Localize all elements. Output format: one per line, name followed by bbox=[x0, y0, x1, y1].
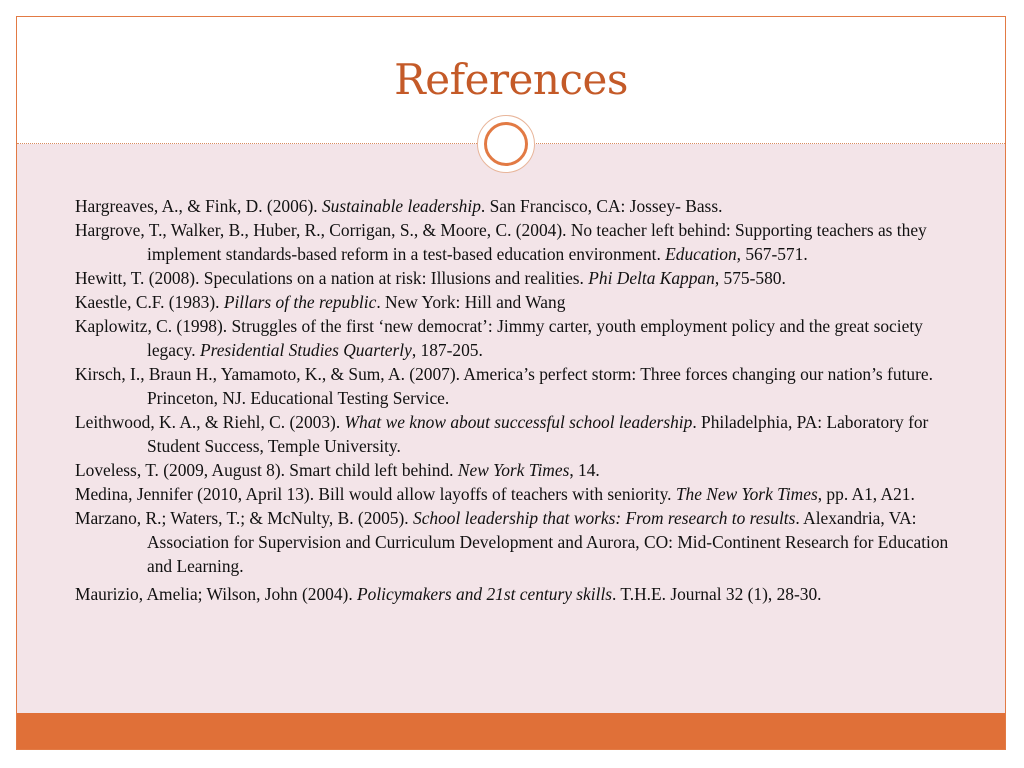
reference-italic-text: Policymakers and 21st century skills bbox=[357, 584, 613, 604]
content-area bbox=[17, 144, 1005, 714]
reference-italic-text: Phi Delta Kappan bbox=[588, 268, 715, 288]
reference-entry bbox=[75, 482, 955, 506]
reference-entry bbox=[75, 362, 955, 410]
reference-entry bbox=[75, 410, 955, 458]
reference-text: Kaestle, C.F. (1983). bbox=[75, 292, 224, 312]
reference-italic-text: School leadership that works: From research to results bbox=[413, 508, 796, 528]
decorative-ring-icon bbox=[484, 122, 528, 166]
reference-entry bbox=[75, 290, 955, 314]
reference-entry bbox=[75, 458, 955, 482]
reference-text: Hargrove, T., Walker, B., Huber, R., Corrigan, S., & Moore, C. (2004). No teacher left behind: Supporting teachers as they implement standards-based reform in a test-based education environment. bbox=[75, 220, 927, 264]
reference-italic-text: Pillars of the republic bbox=[223, 292, 377, 312]
reference-italic-text: Sustainable leadership bbox=[321, 196, 481, 216]
reference-text: Hewitt, T. (2008). Speculations on a nation at risk: Illusions and realities. bbox=[75, 268, 589, 288]
decorative-circle-icon bbox=[477, 115, 535, 173]
reference-text: Medina, Jennifer (2010, April 13). Bill would allow layoffs of teachers with seniority. bbox=[75, 484, 676, 504]
reference-entry bbox=[75, 266, 955, 290]
bottom-accent-bar bbox=[17, 713, 1005, 749]
reference-italic-text: Education bbox=[665, 244, 737, 264]
reference-text: , pp. A1, A21. bbox=[817, 484, 915, 504]
reference-text: . New York: Hill and Wang bbox=[376, 292, 566, 312]
reference-list bbox=[75, 194, 955, 606]
reference-italic-text: Presidential Studies Quarterly bbox=[199, 340, 412, 360]
reference-text: Leithwood, K. A., & Riehl, C. (2003). bbox=[75, 412, 345, 432]
reference-text: Kaplowitz, C. (1998). Struggles of the first ‘new democrat’: Jimmy carter, youth employment policy and the great society legacy. bbox=[75, 316, 923, 360]
reference-text: . Philadelphia, PA: Laboratory for Student Success, Temple University. bbox=[147, 412, 929, 456]
reference-entry bbox=[75, 582, 955, 606]
reference-entry bbox=[75, 194, 955, 218]
reference-text: Hargreaves, A., & Fink, D. (2006). bbox=[75, 196, 322, 216]
reference-text: , 187-205. bbox=[411, 340, 483, 360]
reference-italic-text: The New York Times bbox=[675, 484, 818, 504]
reference-text: . Alexandria, VA: Association for Supervision and Curriculum Development and Aurora, CO: Mid-Continent Research for Education and Learning. bbox=[147, 508, 949, 576]
reference-text: Kirsch, I., Braun H., Yamamoto, K., & Sum, A. (2007). America’s perfect storm: Three forces changing our nation’s future. Princeton, NJ. Educational Testing Service. bbox=[75, 364, 933, 408]
reference-text: Maurizio, Amelia; Wilson, John (2004). bbox=[75, 584, 358, 604]
reference-italic-text: New York Times bbox=[457, 460, 570, 480]
reference-text: . San Francisco, CA: Jossey- Bass. bbox=[480, 196, 723, 216]
reference-entry bbox=[75, 506, 955, 578]
reference-entry bbox=[75, 314, 955, 362]
reference-text: Loveless, T. (2009, August 8). Smart child left behind. bbox=[75, 460, 458, 480]
reference-text: Marzano, R.; Waters, T.; & McNulty, B. (2005). bbox=[75, 508, 413, 528]
slide-frame bbox=[16, 16, 1006, 750]
slide-title: References bbox=[394, 55, 628, 104]
reference-text: . T.H.E. Journal 32 (1), 28-30. bbox=[612, 584, 822, 604]
reference-text: , 575-580. bbox=[714, 268, 786, 288]
reference-text: , 567-571. bbox=[736, 244, 808, 264]
reference-entry bbox=[75, 218, 955, 266]
reference-italic-text: What we know about successful school leadership bbox=[344, 412, 693, 432]
reference-text: , 14. bbox=[569, 460, 600, 480]
